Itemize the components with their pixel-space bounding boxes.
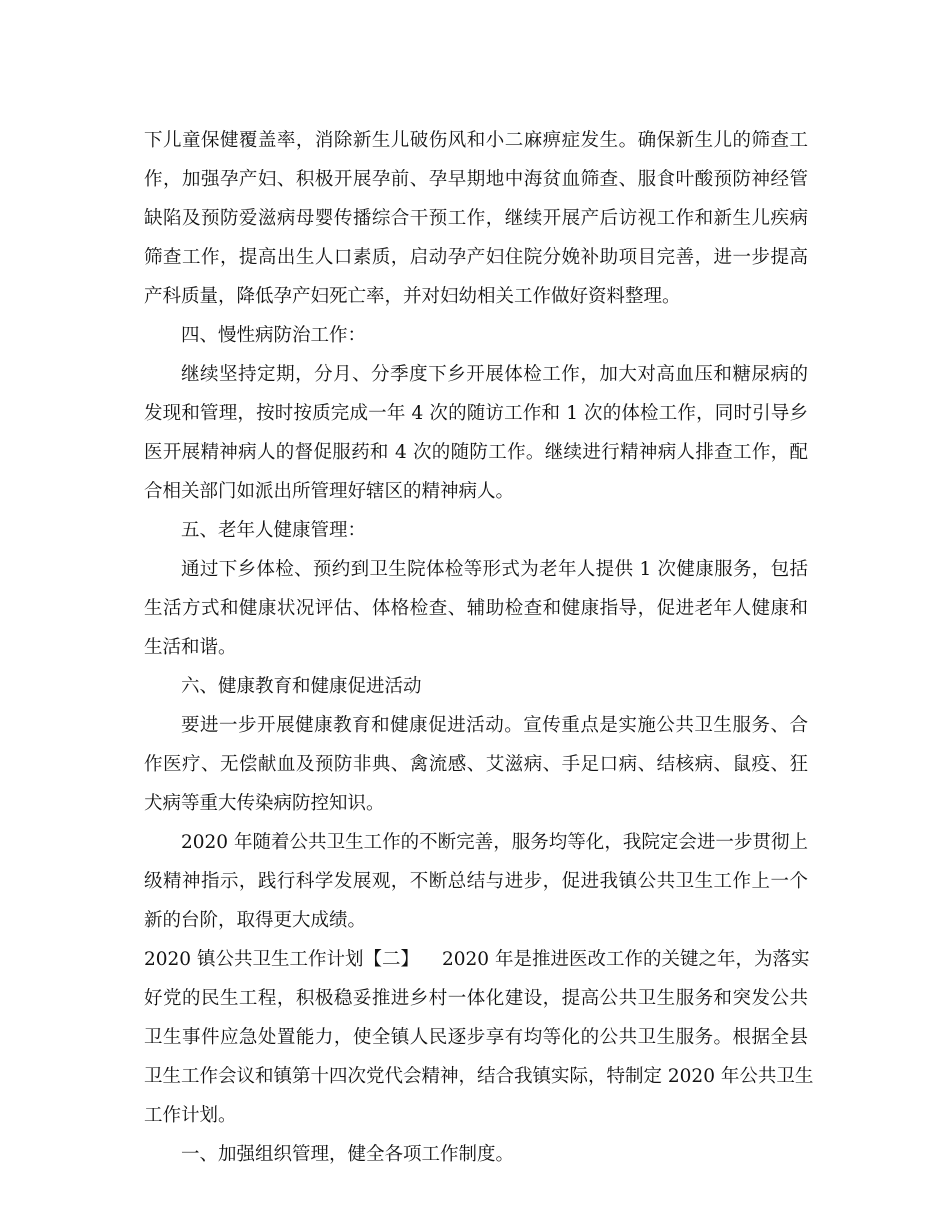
text-line: 工作计划。 <box>144 1105 237 1126</box>
text-line: 发现和管理，按时按质完成一年 4 次的随访工作和 1 次的体检工作，同时引导乡 <box>144 403 808 424</box>
text-line: 作，加强孕产妇、积极开展孕前、孕早期地中海贫血筛查、服食叶酸预防神经管 <box>144 169 808 190</box>
text-line: 要进一步开展健康教育和健康促进活动。宣传重点是实施公共卫生服务、合 <box>181 715 808 736</box>
text-line: 级精神指示，践行科学发展观，不断总结与进步，促进我镇公共卫生工作上一个 <box>144 871 808 892</box>
text-line: 2020 年是推进医改工作的关键之年，为落实 <box>442 949 810 970</box>
text-line: 卫生工作会议和镇第十四次党代会精神，结合我镇实际，特制定 2020 年公共卫生 <box>144 1066 814 1087</box>
text-line: 2020 年随着公共卫生工作的不断完善，服务均等化，我院定会进一步贯彻上 <box>181 832 808 853</box>
text-line: 生活和谐。 <box>144 637 237 658</box>
text-line: 继续坚持定期，分月、分季度下乡开展体检工作，加大对高血压和糖尿病的 <box>181 364 808 385</box>
section-heading: 六、健康教育和健康促进活动 <box>181 676 422 697</box>
text-line: 生活方式和健康状况评估、体格检查、辅助检查和健康指导，促进老年人健康和 <box>144 598 808 619</box>
text-line: 新的台阶，取得更大成绩。 <box>144 910 367 931</box>
text-line: 下儿童保健覆盖率，消除新生儿破伤风和小二麻痹症发生。确保新生儿的筛查工 <box>144 130 808 151</box>
text-line: 犬病等重大传染病防控知识。 <box>144 793 385 814</box>
document-section-title: 2020 镇公共卫生工作计划【二】 <box>144 949 419 970</box>
text-line: 好党的民生工程，积极稳妥推进乡村一体化建设，提高公共卫生服务和突发公共 <box>144 988 808 1009</box>
text-line: 筛查工作，提高出生人口素质，启动孕产妇住院分娩补助项目完善，进一步提高 <box>144 247 808 268</box>
text-line: 卫生事件应急处置能力，使全镇人民逐步享有均等化的公共卫生服务。根据全县 <box>144 1027 808 1048</box>
text-line: 通过下乡体检、预约到卫生院体检等形式为老年人提供 1 次健康服务，包括 <box>181 559 808 580</box>
text-line: 合相关部门如派出所管理好辖区的精神病人。 <box>144 481 515 502</box>
text-line: 作医疗、无偿献血及预防非典、禽流感、艾滋病、手足口病、结核病、鼠疫、狂 <box>144 754 808 775</box>
text-line: 缺陷及预防爱滋病母婴传播综合干预工作，继续开展产后访视工作和新生儿疾病 <box>144 208 808 229</box>
section-heading: 一、加强组织管理，健全各项工作制度。 <box>181 1144 515 1165</box>
section-heading: 四、慢性病防治工作： <box>181 325 367 346</box>
section-heading: 五、老年人健康管理： <box>181 520 367 541</box>
text-line: 产科质量，降低孕产妇死亡率，并对妇幼相关工作做好资料整理。 <box>144 286 681 307</box>
text-line: 医开展精神病人的督促服药和 4 次的随防工作。继续进行精神病人排查工作，配 <box>144 442 808 463</box>
